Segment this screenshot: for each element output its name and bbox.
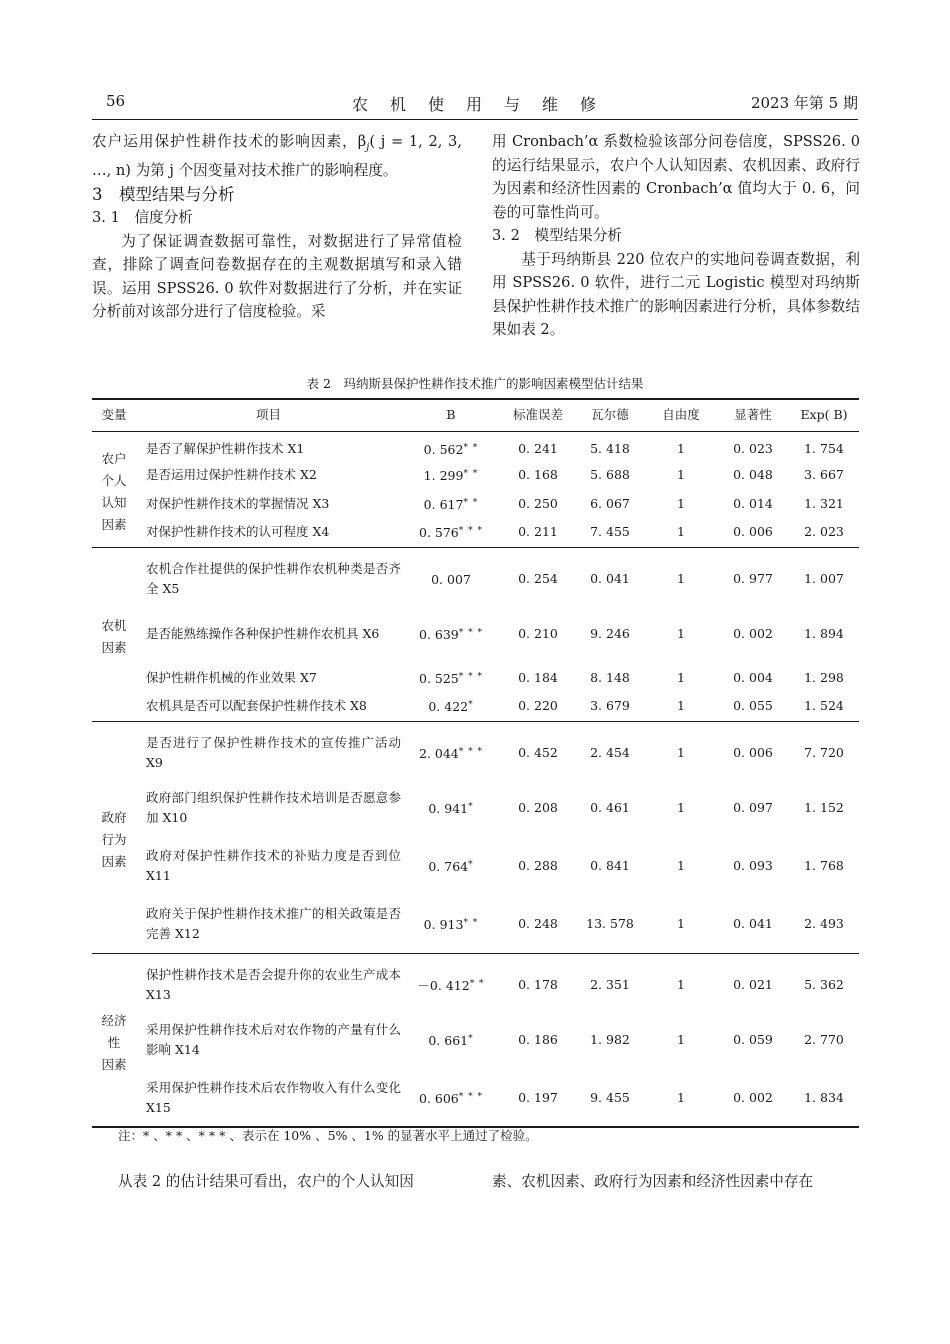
p-cell: 0. 014 [733, 495, 773, 511]
wald-cell: 7. 455 [590, 524, 630, 540]
coefficient-value: 2. 044 [419, 746, 459, 762]
b-cell [401, 431, 501, 460]
p-cell: 0. 048 [733, 466, 773, 482]
header-rule [92, 119, 858, 120]
se-cell: 0. 220 [518, 698, 558, 714]
p-cell: 0. 006 [733, 745, 773, 761]
se-cell: 0. 168 [518, 466, 558, 482]
issue-label: 2023 年第 5 期 [750, 94, 858, 112]
table-row [92, 953, 859, 1011]
wald-cell: 8. 148 [590, 669, 630, 685]
p-cell: 0. 021 [733, 977, 773, 993]
wald-cell: 5. 688 [590, 466, 630, 482]
table-group [92, 721, 859, 953]
left-column [92, 130, 462, 324]
table-row [92, 489, 859, 518]
wald-cell: 3. 679 [590, 698, 630, 714]
b-cell [401, 779, 501, 837]
wald-cell: 0. 841 [590, 858, 630, 873]
col-header: 瓦尔德 [591, 407, 629, 423]
df-cell: 1 [677, 524, 685, 540]
significance-mark: * * [463, 468, 479, 479]
p-cell: 0. 041 [733, 915, 773, 931]
col-header: B [446, 407, 456, 423]
table-row [92, 605, 859, 663]
b-cell [401, 1011, 501, 1069]
item-cell: 是否了解保护性耕作技术 X1 [146, 440, 305, 456]
df-cell: 1 [677, 745, 685, 761]
right-paragraph-2: 基于玛纳斯县 220 位农户的实地问卷调查数据，利用 SPSS26. 0 软件，进行二元 Logistic 模型对玛纳斯县保护性耕作技术推广的影响因素进行分析，具体参数结果如表 2。 [492, 250, 860, 338]
p-cell: 0. 093 [733, 858, 773, 873]
se-cell: 0. 210 [518, 626, 558, 641]
table-group [92, 547, 859, 721]
results-table [92, 398, 859, 1128]
exp-cell: 1. 524 [804, 698, 844, 714]
item-cell: 农机具是否可以配套保护性耕作技术 X8 [146, 698, 367, 714]
df-cell: 1 [677, 626, 685, 641]
coefficient-value: 0. 913 [423, 916, 464, 932]
wald-cell: 6. 067 [590, 495, 630, 511]
se-cell: 0. 197 [518, 1089, 558, 1105]
b-cell [401, 489, 501, 518]
exp-cell: 1. 321 [804, 495, 844, 511]
item-cell: 政府部门组织保护性耕作技术培训是否愿意参加 X10 [146, 790, 401, 825]
se-cell: 0. 241 [518, 440, 558, 456]
item-cell: 是否进行了保护性耕作技术的宣传推广活动 X9 [146, 735, 401, 771]
df-cell: 1 [677, 669, 685, 685]
exp-cell: 1. 152 [804, 800, 844, 815]
b-cell [401, 518, 501, 547]
wald-cell: 1. 982 [590, 1032, 630, 1047]
exp-cell: 1. 007 [804, 571, 844, 587]
exp-cell: 1. 894 [804, 626, 844, 641]
wald-cell: 2. 351 [590, 977, 630, 993]
df-cell: 1 [677, 858, 685, 873]
se-cell: 0. 250 [518, 495, 558, 511]
df-cell: 1 [677, 1032, 685, 1047]
item-cell: 政府关于保护性耕作技术推广的相关政策是否完善 X12 [146, 905, 401, 941]
table-row [92, 460, 859, 489]
p-cell: 0. 059 [733, 1032, 773, 1047]
se-cell: 0. 248 [518, 915, 558, 931]
p-cell: 0. 002 [733, 1089, 773, 1105]
exp-cell: 2. 493 [804, 915, 844, 931]
p-cell: 0. 055 [733, 698, 773, 714]
coefficient-value: 0. 764 [428, 859, 469, 874]
exp-cell: 3. 667 [804, 466, 844, 482]
se-cell: 0. 184 [518, 669, 558, 685]
table-row [92, 547, 859, 605]
significance-mark: * * [463, 917, 479, 928]
table-row [92, 1011, 859, 1069]
exp-cell: 5. 362 [804, 977, 844, 993]
b-cell [401, 692, 501, 721]
exp-cell: 2. 770 [804, 1032, 844, 1047]
table-row [92, 692, 859, 721]
significance-mark: * * * [458, 1091, 483, 1102]
table-header-row [92, 399, 859, 431]
item-cell: 保护性耕作技术是否会提升你的农业生产成本 X13 [146, 967, 401, 1003]
significance-mark: * [468, 700, 474, 711]
col-header: 项目 [255, 407, 281, 423]
se-cell: 0. 288 [518, 858, 558, 873]
p-cell: 0. 097 [733, 800, 773, 815]
group-label: 农机 因素 [101, 618, 127, 655]
coefficient-value: －0. 412 [417, 978, 470, 994]
p-cell: 0. 023 [733, 440, 773, 456]
coefficient-value: 1. 299 [423, 467, 464, 483]
item-cell: 保护性耕作机械的作业效果 X7 [146, 669, 317, 685]
significance-mark: * * [469, 979, 485, 990]
coefficient-value: 0. 007 [431, 572, 471, 588]
se-cell: 0. 178 [518, 977, 558, 993]
col-header: 标准误差 [512, 407, 563, 423]
b-cell [401, 1069, 501, 1127]
df-cell: 1 [677, 466, 685, 482]
running-header [92, 92, 858, 118]
table-group [92, 431, 859, 547]
section-heading: 3 模型结果与分析 [92, 184, 235, 204]
significance-mark: * * [463, 442, 479, 453]
coefficient-value: 0. 941 [428, 801, 469, 816]
exp-cell: 1. 754 [804, 440, 844, 456]
right-paragraph-1: 用 Cronbach’α 系数检验该部分问卷信度，SPSS26. 0 的运行结果显示，农户个人认知因素、农机因素、政府行为因素和经济性因素的 Cronbach’α 值均大于 0. 6，问卷的可靠性尚可。 [492, 133, 860, 221]
coefficient-value: 0. 422 [428, 699, 469, 715]
item-cell: 对保护性耕作技术的掌握情况 X3 [146, 495, 330, 511]
significance-mark: * * * [458, 628, 483, 638]
coefficient-value: 0. 639 [419, 627, 459, 642]
exp-cell: 1. 834 [804, 1089, 844, 1105]
df-cell: 1 [677, 440, 685, 456]
item-cell: 农机合作社提供的保护性耕作农机种类是否齐全 X5 [146, 561, 401, 597]
wald-cell: 5. 418 [590, 440, 630, 456]
b-cell [401, 895, 501, 953]
significance-mark: * * [463, 497, 479, 508]
b-cell [401, 547, 501, 605]
significance-mark: * * * [458, 671, 483, 682]
exp-cell: 1. 768 [804, 858, 844, 873]
significance-mark: * [468, 1034, 474, 1044]
wald-cell: 2. 454 [590, 745, 630, 761]
item-cell: 采用保护性耕作技术后对农作物的产量有什么影响 X14 [146, 1022, 401, 1057]
table-row [92, 779, 859, 837]
right-column [492, 130, 860, 342]
p-cell: 0. 977 [733, 571, 773, 587]
df-cell: 1 [677, 977, 685, 993]
significance-mark: * [468, 860, 474, 870]
page-number: 56 [106, 92, 126, 110]
se-cell: 0. 211 [518, 524, 558, 540]
item-cell: 是否能熟练操作各种保护性耕作农机具 X6 [146, 626, 380, 641]
bottom-right-text: 素、农机因素、政府行为因素和经济性因素中存在 [492, 1173, 814, 1190]
item-cell: 对保护性耕作技术的认可程度 X4 [146, 524, 330, 540]
significance-mark: * * * [458, 747, 483, 758]
journal-title: 农机使用与维修 [351, 95, 618, 114]
item-cell: 采用保护性耕作技术后农作物收入有什么变化 X15 [146, 1079, 401, 1115]
wald-cell: 13. 578 [586, 915, 634, 931]
exp-cell: 2. 023 [804, 524, 844, 540]
coefficient-value: 0. 576 [419, 525, 459, 541]
se-cell: 0. 186 [518, 1032, 558, 1047]
subsection-heading-3-2: 3. 2 模型结果分析 [492, 227, 623, 244]
p-cell: 0. 006 [733, 524, 773, 540]
df-cell: 1 [677, 800, 685, 815]
b-cell [401, 721, 501, 779]
se-cell: 0. 452 [518, 745, 558, 761]
table-row [92, 721, 859, 779]
table-row [92, 837, 859, 895]
coefficient-value: 0. 606 [419, 1090, 459, 1106]
df-cell: 1 [677, 698, 685, 714]
b-cell [401, 605, 501, 663]
significance-mark: * * * [458, 526, 483, 537]
df-cell: 1 [677, 915, 685, 931]
left-paragraph-2: 为了保证调查数据可靠性，对数据进行了异常值检查，排除了调查问卷数据存在的主观数据填写和录入错误。运用 SPSS26. 0 软件对数据进行了分析，并在实证分析前对该部分进行了信度检验。采 [92, 232, 462, 321]
group-label: 政府 行为 因素 [101, 810, 127, 869]
item-cell: 政府对保护性耕作技术的补贴力度是否到位 X11 [146, 848, 401, 883]
b-cell [401, 663, 501, 692]
wald-cell: 9. 455 [590, 1089, 630, 1105]
col-header: 显著性 [734, 407, 772, 423]
exp-cell: 7. 720 [804, 745, 844, 761]
coefficient-value: 0. 617 [423, 496, 464, 512]
table-row [92, 1069, 859, 1127]
wald-cell: 0. 041 [590, 571, 630, 587]
coefficient-value: 0. 661 [428, 1033, 469, 1048]
coefficient-value: 0. 562 [423, 441, 464, 457]
wald-cell: 9. 246 [590, 626, 630, 641]
group-label: 农户 个人 认知 因素 [101, 451, 127, 532]
item-cell: 是否运用过保护性耕作技术 X2 [146, 466, 317, 482]
se-cell: 0. 254 [518, 571, 558, 587]
b-cell [401, 953, 501, 1011]
table-row [92, 895, 859, 953]
p-cell: 0. 002 [733, 626, 773, 641]
bottom-left-text: 从表 2 的估计结果可看出，农户的个人认知因 [118, 1173, 414, 1190]
table-caption: 表 2 玛纳斯县保护性耕作技术推广的影响因素模型估计结果 [306, 376, 644, 391]
df-cell: 1 [677, 1089, 685, 1105]
table-row [92, 518, 859, 547]
se-cell: 0. 208 [518, 800, 558, 815]
df-cell: 1 [677, 495, 685, 511]
table-row [92, 663, 859, 692]
subsection-heading-3-1: 3. 1 信度分析 [92, 209, 193, 227]
p-cell: 0. 004 [733, 669, 773, 685]
significance-mark: * [468, 802, 474, 812]
col-header: 变量 [101, 407, 127, 423]
left-paragraph-1: 农户运用保护性耕作技术的影响因素，$\beta_j$( j = 1, 2, 3, …, n) 为第 j 个因变量对技术推广的影响程度。 [92, 133, 462, 180]
exp-cell: 1. 298 [804, 669, 844, 685]
table-group [92, 953, 859, 1127]
table-note: 注：* 、* * 、* * * 、表示在 10% 、5% 、1% 的显著水平上通过了检验。 [118, 1128, 538, 1143]
group-label: 经济 性 因素 [101, 1012, 127, 1072]
wald-cell: 0. 461 [590, 800, 630, 815]
b-cell [401, 460, 501, 489]
table-row [92, 431, 859, 460]
coefficient-value: 0. 525 [419, 670, 459, 686]
df-cell: 1 [677, 571, 685, 587]
col-header: Exp( B) [800, 407, 848, 423]
col-header: 自由度 [662, 407, 700, 423]
b-cell [401, 837, 501, 895]
